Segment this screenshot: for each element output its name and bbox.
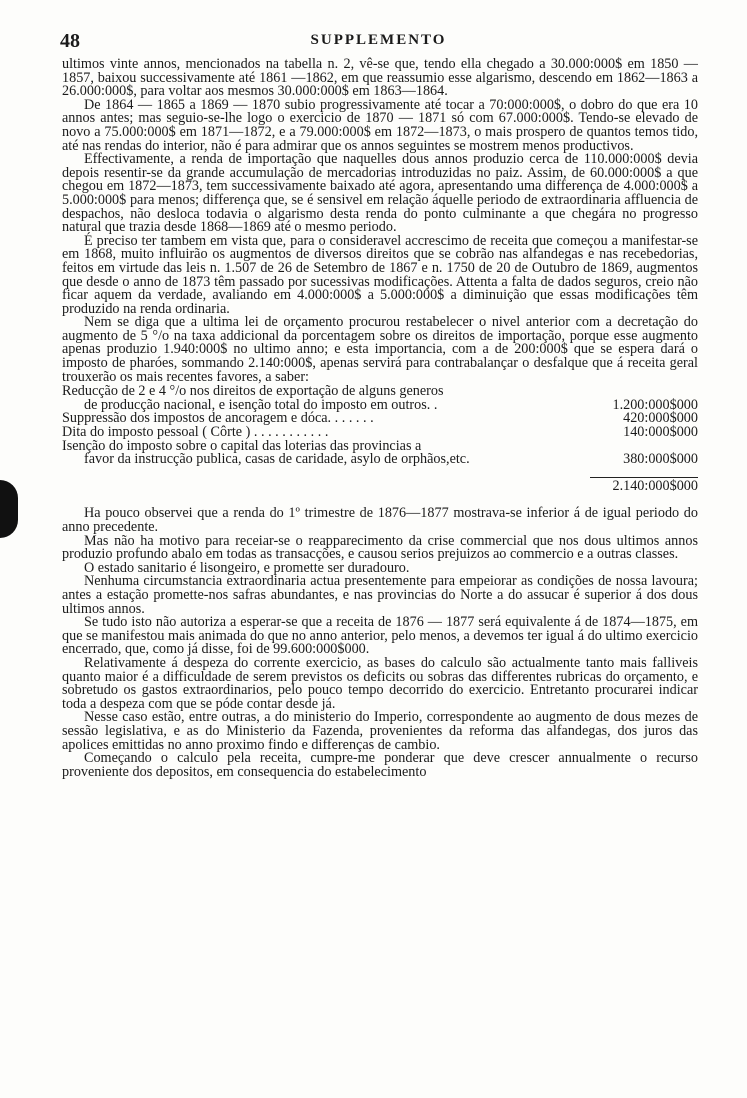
paragraph: Começando o calculo pela receita, cumpre-me ponderar que deve crescer annualmente o recurso proveniente dos depositos, em consequencia do estabelecimento — [62, 750, 698, 780]
paragraph: Ha pouco observei que a renda do 1º trimestre de 1876—1877 mostrava-se inferior á de igual periodo do anno precedente. — [62, 505, 698, 535]
deduction-text: Suppressão dos impostos de ancoragem e dóca. . . . . . . — [62, 410, 374, 427]
deductions-list — [62, 385, 698, 467]
page-number: 48 — [60, 30, 80, 52]
deductions-total: 2.140:000$000 — [612, 477, 698, 494]
deduction-text: Reducção de 2 e 4 °/o nos direitos de exportação de alguns generos — [62, 383, 444, 400]
paragraph: Effectivamente, a renda de importação que naquelles dous annos produzio cerca de 110.000:000$ devia depois resentir-se da grande accumulação de mercadorias introduzidas no paiz. Assim, de 60.000:000$ a que chegou em 1872—1873, tem successivamente baixado até agora, apresentando uma differença de 4.000:000$ a 5.000:000$ para menos; differença que, se é sensivel em relação áquelle periodo de extraordinaria affluencia de despachos, não desloca todavia o algarismo desta renda do ponto culminante a que chegára no progresso natural que trazia desde 1868—1869 até o mesmo periodo. — [62, 151, 698, 236]
paragraph: Mas não ha motivo para receiar-se o reapparecimento da crise commercial que nos dous ultimos annos produzio profundo abalo em todas as transacções, e causou serios prejuizos ao commercio e a outras classes. — [62, 532, 698, 563]
deduction-amount: 1.200:000$000 — [612, 396, 698, 413]
paragraph: Nem se diga que a ultima lei de orçamento procurou restabelecer o nivel anterior com a decretação do augmento de 5 °/o na taxa addicional da porcentagem sobre os direitos de importação, porque esse augmento apenas produzio 1.940:000$ no ultimo anno; e esta importancia, com a de 200:000$ que se espera dará o imposto de pharóes, sommando 2.140:000$, apenas servirá para contrabalançar o desfalque que á receita geral trouxerão os mais recentes favores, a saber: — [62, 314, 698, 385]
paragraph: O estado sanitario é lisongeiro, e promette ser duradouro. — [84, 559, 410, 576]
paragraph: De 1864 — 1865 a 1869 — 1870 subio progressivamente até tocar a 70:000:000$, o dobro do que era 10 annos antes; mas seguio-se-lhe logo o exercicio de 1870 — 1871 só com 67.000:000$. Tendo-se elevado de novo a 75.000:000$ em 1871—1872, e a 79.000:000$ em 1872—1873, o mais prospero de quantos temos tido, até nas rendas do interior, não é para admirar que os annos seguintes se mostrem menos productivos. — [62, 96, 698, 154]
deduction-text: Dita do imposto pessoal ( Côrte ) . . . . . . . . . . . — [62, 424, 329, 441]
deduction-amount: 420:000$000 — [623, 410, 698, 427]
running-title: SUPPLEMENTO — [310, 32, 447, 48]
deduction-item — [62, 437, 698, 468]
paragraph: É preciso ter tambem em vista que, para o consideravel accrescimo de receita que começou a manifestar-se em 1868, muito influirão os augmentos de diversos direitos que se cobrão nas alfandegas e nas recebedorias, feitos em virtude das leis n. 1.507 de 26 de Setembro de 1867 e n. 1750 de 20 de Outubro de 1869, augmentos que desde o anno de 1873 têm passado por sucessivas modificações. Attenta a falta de dados seguros, creio não ficar aquem da verdade, avaliando em 4.000:000$ a 5.000:000$ a diminuição que essas modificações têm produzido na renda ordinaria. — [62, 232, 698, 317]
paragraph: Se tudo isto não autoriza a esperar-se que a receita de 1876 — 1877 será equivalente á de 1874—1875, em que se manifestou mais animada do que no anno anterior, pelo menos, a devemos ter igual á do ultimo exercicio encerrado, que, como já disse, foi de 99.600:000$000. — [62, 614, 698, 658]
paragraph: Nenhuma circumstancia extraordinaria actua presentemente para empeiorar as condições de nossa lavoura; antes a estação promette-nos safras abundantes, e nas provincias do Norte a do assucar é superior á dos dous ultimos annos. — [62, 573, 698, 617]
paragraph: Nesse caso estão, entre outras, a do ministerio do Imperio, correspondente ao augmento de dous mezes de sessão legislativa, e as do Ministerio da Fazenda, provenientes da reforma das alfandegas, dos juros das apolices emittidas no anno proximo findo e differenças de cambio. — [62, 709, 698, 753]
paragraph: ultimos vinte annos, mencionados na tabella n. 2, vê-se que, tendo ella chegado a 30.000:000$ em 1850 — 1857, baixou successivamente até 1861 —1862, em que reassumio esse algarismo, descendo em 1862—1863 a 26.000:000$, para voltar aos mesmos 30.000:000$ em 1863—1864. — [62, 56, 698, 100]
paragraph: Relativamente á despeza do corrente exercicio, as bases do calculo são actualmente tanto mais falliveis quanto maior é a difficuldade de serem previstos os deficits ou sobras das differentes rubricas do orçamento, e sobretudo os gastos extraordinarios, pelo pouco tempo decorrido do exercicio. Entretanto procurarei indicar toda a despeza com que se póde contar desde já. — [62, 654, 698, 712]
deduction-text: Isenção do imposto sobre o capital das loterias das provincias a — [62, 437, 422, 454]
page-header — [60, 30, 697, 54]
deduction-item — [62, 385, 698, 412]
body-text — [62, 58, 698, 779]
deduction-amount: 140:000$000 — [623, 424, 698, 441]
ink-blot — [0, 480, 18, 538]
deduction-text-cont: favor da instrucção publica, casas de caridade, asylo de orphãos,etc. — [84, 451, 470, 468]
deduction-text-cont: de producção nacional, e isenção total do imposto em outros. . — [84, 396, 438, 413]
deduction-amount: 380:000$000 — [623, 451, 698, 468]
